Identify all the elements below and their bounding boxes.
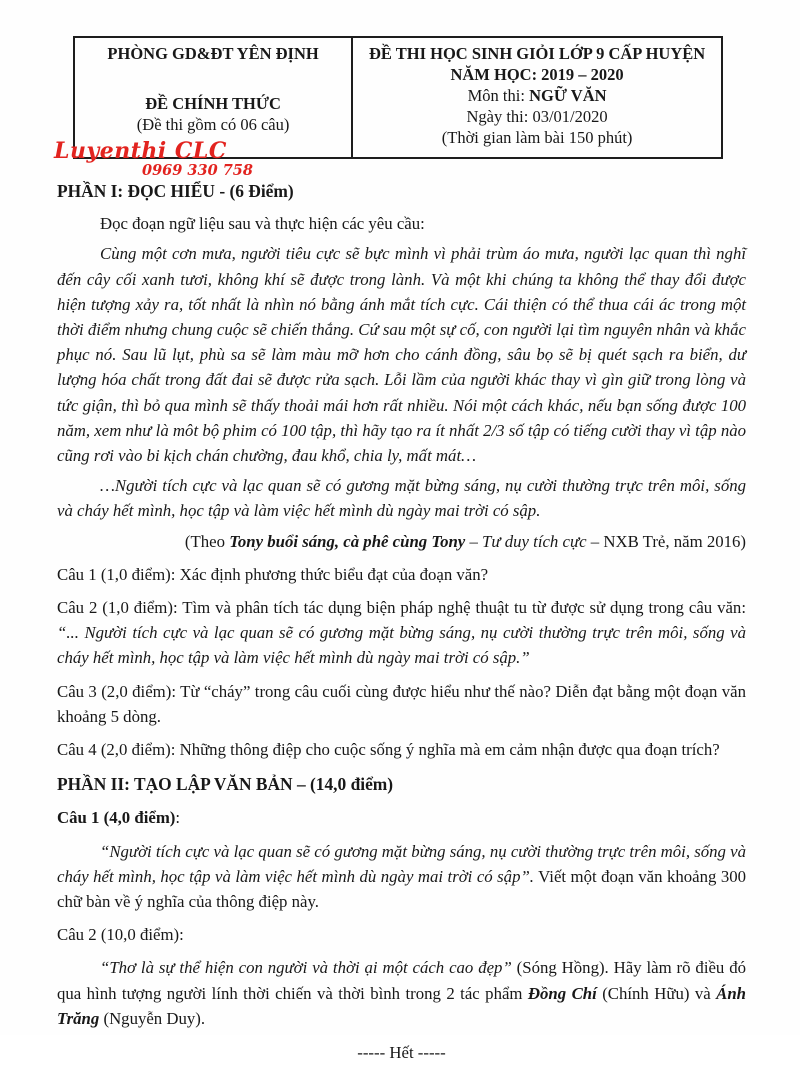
part2-question-1-body xyxy=(57,839,746,915)
question-3-text: Từ “cháy” trong câu cuối cùng được hiểu như thế nào? Diễn đạt bằng một đoạn văn khoảng 5 dòng. xyxy=(57,681,746,726)
reading-instruction: Đọc đoạn ngữ liệu sau và thực hiện các yêu cầu: xyxy=(100,214,425,234)
attribution-prefix: (Theo xyxy=(184,531,230,551)
part2-question-1-task: Viết một đoạn văn khoảng 300 chữ bàn về ý nghĩa của thông điệp này. xyxy=(57,866,747,912)
subject-line xyxy=(359,85,715,106)
part2-question-2-body xyxy=(57,955,746,1031)
part2-question-2-text1: (Sóng Hồng). Hãy làm rõ điều đó qua hình tượng người lính thời chiến và thời bình trong 2 tác phẩm xyxy=(57,958,746,1003)
part2-question-2-label-line xyxy=(57,922,746,947)
part2-question-2-text2: (Chính Hữu) và xyxy=(596,983,717,1003)
quote-paragraph-2: …Người tích cực và lạc quan sẽ có gương mặt bừng sáng, nụ cười thường trực trên môi, sống và cháy hết mình, học tập và làm việc hết mình dù ngày mai trời có sập. xyxy=(57,476,746,521)
part2-question-1-quote: “Người tích cực và lạc quan sẽ có gương mặt bừng sáng, nụ cười thường trực trên môi, sống và cháy hết mình, học tập và làm việc hết mình dù ngày mai trời có sập”. xyxy=(57,841,746,886)
question-2-text: Tìm và phân tích tác dụng biện pháp nghệ thuật tu từ được sử dụng trong câu văn: xyxy=(182,598,746,618)
attribution-dash: – xyxy=(465,531,483,551)
source-attribution xyxy=(57,529,746,554)
exam-title: ĐỀ THI HỌC SINH GIỎI LỚP 9 CẤP HUYỆN xyxy=(368,44,706,63)
logo-phone-number: 0969 330 758 xyxy=(142,162,253,179)
exam-type-label: ĐỀ CHÍNH THỨC xyxy=(145,94,281,113)
question-3 xyxy=(57,679,746,729)
part1-heading: PHẦN I: ĐỌC HIỂU - (6 Điểm) xyxy=(57,181,294,201)
department-name: PHÒNG GD&ĐT YÊN ĐỊNH xyxy=(107,44,319,63)
part2-question-1-colon: : xyxy=(175,808,181,828)
question-1-text: Xác định phương thức biểu đạt của đoạn văn? xyxy=(179,564,489,584)
attribution-subtitle: Tư duy tích cực xyxy=(482,531,587,551)
luyenthi-clc-logo xyxy=(54,140,253,179)
end-marker: ----- Hết ----- xyxy=(357,1043,446,1063)
work-title-dong-chi: Đồng Chí xyxy=(527,983,597,1003)
question-2 xyxy=(57,595,746,671)
subject-value: NGỮ VĂN xyxy=(529,86,607,105)
header-right-cell xyxy=(352,37,722,158)
part2-question-2-text3: (Nguyễn Duy). xyxy=(99,1008,206,1028)
exam-date: Ngày thi: 03/01/2020 xyxy=(466,107,608,126)
question-4-text: Những thông điệp cho cuộc sống ý nghĩa mà em cảm nhận được qua đoạn trích? xyxy=(179,740,720,760)
question-4-label: Câu 4 (2,0 điểm): xyxy=(57,740,180,760)
question-2-label: Câu 2 (1,0 điểm): xyxy=(57,598,183,618)
attribution-book-title: Tony buổi sáng, cà phê cùng Tony xyxy=(229,531,466,551)
attribution-publisher: – NXB Trẻ, năm 2016) xyxy=(586,531,746,551)
quote-paragraph-1: Cùng một cơn mưa, người tiêu cực sẽ bực mình vì phải trùm áo mưa, người lạc quan thì nghĩ đến cây cối xanh tươi, không khí sẽ được trong lành. Và một khi chúng ta không thể thay đổi được hiện tượng xảy ra, tốt nhất là nhìn nó bằng ánh mắt tích cực. Cái thiện có thể thua cái ác trong một thời điểm nhưng chung cuộc sẽ chiến thắng. Cứ sau một sự cố, con người lại tìm nguyên nhân và khắc phục nó. Sau lũ lụt, phù sa sẽ làm màu mỡ hơn cho cánh đồng, sâu bọ sẽ bị quét sạch ra biển, dư lượng hóa chất trong đất đai sẽ được rửa sạch. Lỗi lầm của người khác thay vì gìn giữ trong lòng và tức giận, thì bỏ qua mình sẽ thấy thoải mái hơn rất nhiều. Nói một cách khác, nếu bạn sống được 100 năm, xem như là môt bộ phim có 100 tập, thì hãy tạo ra ít nhất 2/3 số tập có tiếng cười thay vì tập nào cũng rơi vào bi kịch chán chường, đau khổ, chia ly, mất mát… xyxy=(57,244,746,466)
work-title-anh-trang: Ánh Trăng xyxy=(57,983,747,1028)
question-1-label: Câu 1 (1,0 điểm): xyxy=(57,564,180,584)
logo-name-text: Luyenthi CLC xyxy=(54,138,227,164)
exam-duration: (Thời gian làm bài 150 phút) xyxy=(441,128,633,147)
question-1 xyxy=(57,562,746,587)
part2-question-1-label-line xyxy=(57,805,746,830)
exam-note: (Đề thi gồm có 06 câu) xyxy=(136,115,290,134)
school-year: NĂM HỌC: 2019 – 2020 xyxy=(450,65,624,84)
part2-question-2-quote: “Thơ là sự thể hiện con người và thời ại một cách cao đẹp” xyxy=(100,958,512,978)
exam-body xyxy=(57,179,746,1065)
part2-heading: PHẦN II: TẠO LẬP VĂN BẢN – (14,0 điểm) xyxy=(57,774,394,795)
question-3-label: Câu 3 (2,0 điểm): xyxy=(57,681,181,701)
part2-question-2-label: Câu 2 (10,0 điểm): xyxy=(57,925,184,945)
question-2-quote: “... Người tích cực và lạc quan sẽ có gương mặt bừng sáng, nụ cười thường trực trên môi, sống và cháy hết mình, học tập và làm việc hết mình dù ngày mai trời có sập.” xyxy=(57,623,746,668)
part2-question-1-label: Câu 1 (4,0 điểm) xyxy=(57,808,176,828)
question-4 xyxy=(57,737,746,762)
subject-label: Môn thi: xyxy=(467,86,530,105)
